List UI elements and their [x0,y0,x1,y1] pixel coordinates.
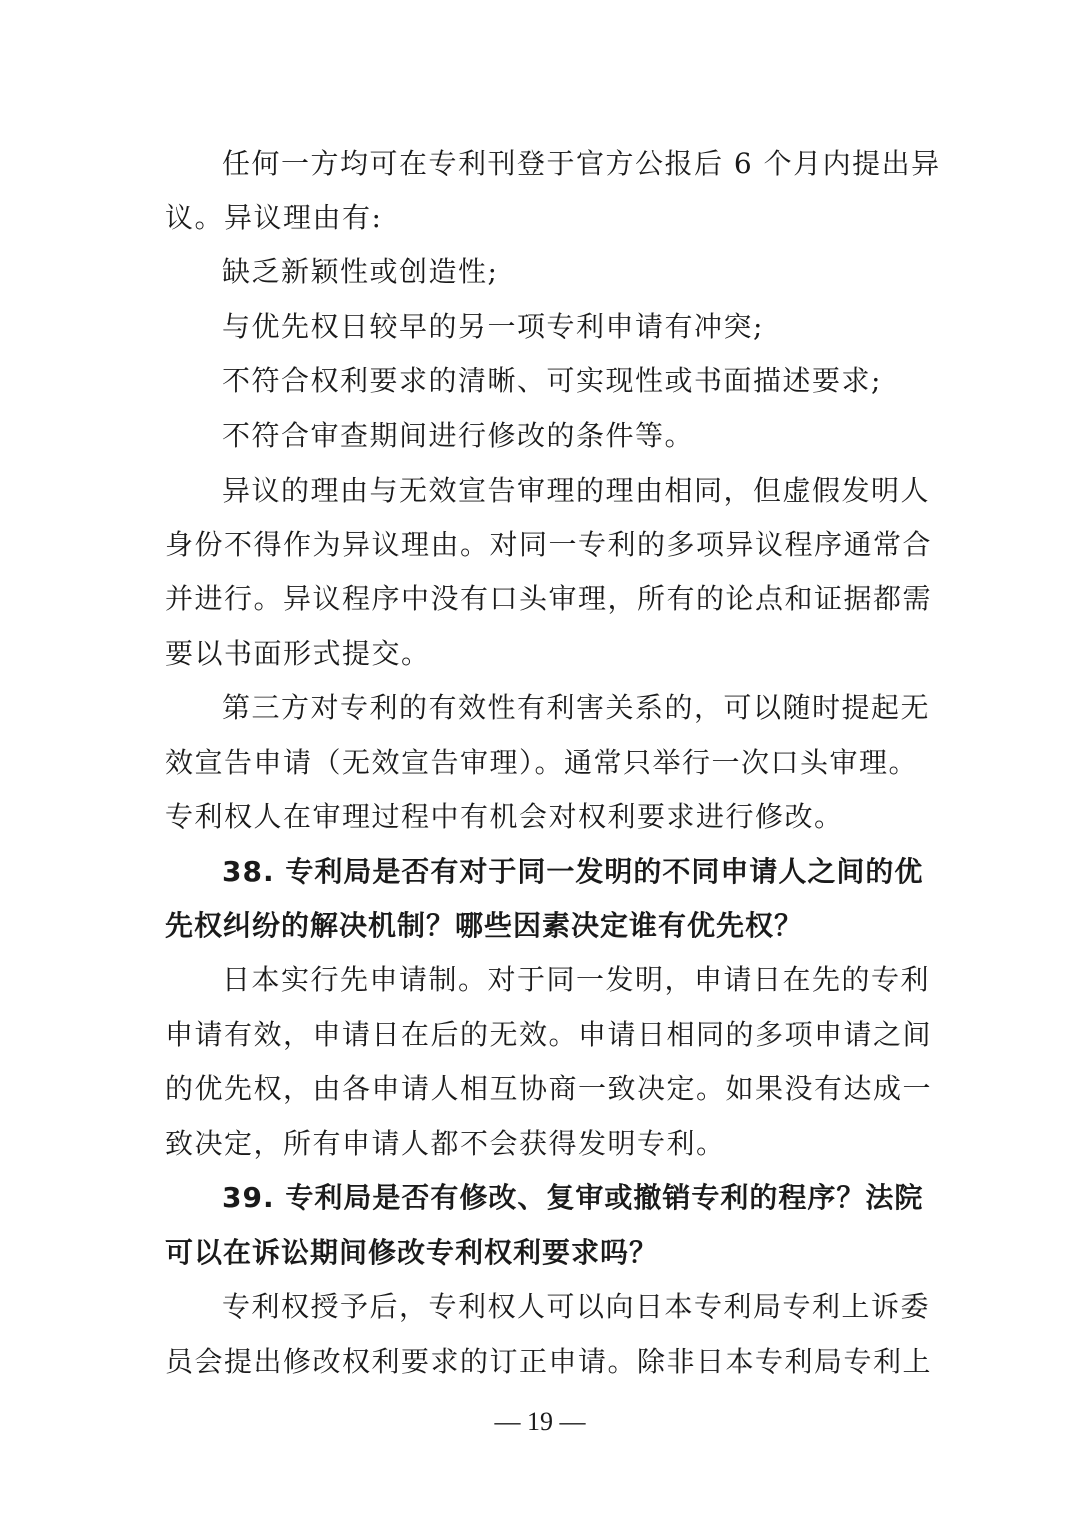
paragraph-line: 效宣告申请（无效宣告审理）。通常只举行一次口头审理。 [165,746,919,779]
paragraph-line: 日本实行先申请制。对于同一发明，申请日在先的专利 [222,963,931,996]
paragraph-line: 议。异议理由有: [165,201,383,234]
question-heading-38: 先权纠纷的解决机制？哪些因素决定谁有优先权？ [165,909,804,942]
paragraph-line: 的优先权，由各申请人相互协商一致决定。如果没有达成一 [165,1072,933,1105]
paragraph-line: 专利权授予后，专利权人可以向日本专利局专利上诉委 [222,1290,931,1323]
page-number: — 19 — [494,1407,586,1436]
paragraph-line: 致决定，所有申请人都不会获得发明专利。 [165,1127,726,1160]
question-heading-39: 可以在诉讼期间修改专利权利要求吗？ [165,1236,659,1269]
list-item: 不符合权利要求的清晰、可实现性或书面描述要求; [222,364,882,397]
paragraph-line: 并进行。异议程序中没有口头审理，所有的论点和证据都需 [165,582,933,615]
paragraph-line: 要以书面形式提交。 [165,637,431,670]
list-item: 缺乏新颖性或创造性; [222,255,499,288]
list-item: 不符合审查期间进行修改的条件等。 [222,419,695,452]
paragraph-line: 专利权人在审理过程中有机会对权利要求进行修改。 [165,800,844,833]
paragraph-line: 第三方对专利的有效性有利害关系的，可以随时提起无 [222,691,931,724]
list-item: 与优先权日较早的另一项专利申请有冲突; [222,310,764,343]
question-heading-38: 38. 专利局是否有对于同一发明的不同申请人之间的优 [222,855,924,888]
question-heading-39: 39. 专利局是否有修改、复审或撤销专利的程序？法院 [222,1181,924,1214]
paragraph-line: 申请有效，申请日在后的无效。申请日相同的多项申请之间 [165,1018,933,1051]
paragraph-line: 任何一方均可在专利刊登于官方公报后 6 个月内提出异 [222,147,941,180]
paragraph-line: 员会提出修改权利要求的订正申请。除非日本专利局专利上 [165,1345,933,1378]
paragraph-line: 身份不得作为异议理由。对同一专利的多项异议程序通常合 [165,528,933,561]
paragraph-line: 异议的理由与无效宣告审理的理由相同，但虚假发明人 [222,474,931,507]
